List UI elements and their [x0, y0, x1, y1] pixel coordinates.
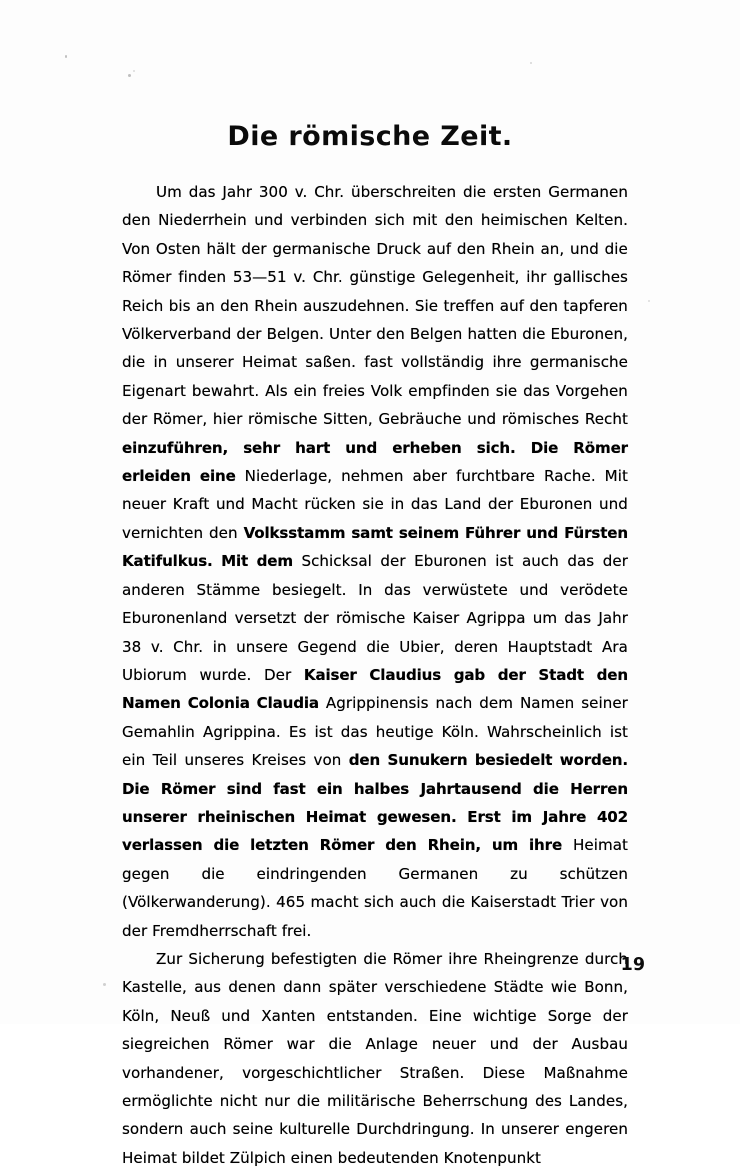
scan-speckle [530, 62, 532, 64]
paragraph-2: Zur Sicherung befestigten die Römer ihre Rheingrenze durch Kastelle, aus denen dann später verschiedene Städte wie Bonn, Köln, Neuß und Xanten entstanden. Eine wichtige Sorge der siegreichen Römer war die Anlage neuer und der Ausbau vorhandener, vorgeschichtlicher Straßen. Diese Maßnahme ermöglichte nicht nur die militärische Beherrschung des Landes, sondern auch seine kulturelle Durchdringung. In unserer engeren Heimat bildet Zülpich einen bedeutenden Knotenpunkt [122, 949, 628, 1167]
scan-speckle [65, 55, 67, 58]
body-text [122, 178, 628, 1172]
scan-speckle [648, 300, 650, 302]
scan-speckle [128, 74, 131, 77]
scan-speckle [103, 983, 106, 986]
scan-speckle [133, 70, 135, 72]
paragraph-1: Um das Jahr 300 v. Chr. überschreiten die ersten Germanen den Niederrhein und verbinden sich mit den heimischen Kelten. Von Osten hält der germanische Druck auf den Rhein an, und die Römer finden 53—51 v. Chr. günstige Gelegenheit, ihr gallisches Reich bis an den Rhein auszudehnen. Sie treffen auf den tapferen Völkerverband der Belgen. Unter den Belgen hatten die Eburonen, die in unserer Heimat saßen. fast vollständig ihre germanische Eigenart bewahrt. Als ein freies Volk empfinden sie das Vorgehen der Römer, hier römische Sitten, Gebräuche und römisches Recht einzuführen, sehr hart und erheben sich. Die Römer erleiden eine Niederlage, nehmen aber furchtbare Rache. Mit neuer Kraft und Macht rücken sie in das Land der Eburonen und vernichten den Volksstamm samt seinem Führer und Fürsten Katifulkus. Mit dem Schicksal der Eburonen ist auch das der anderen Stämme besiegelt. In das verwüstete und verödete Eburonenland versetzt der römische Kaiser Agrippa um das Jahr 38 v. Chr. in unsere Gegend die Ubier, deren Hauptstadt Ara Ubiorum wurde. Der Kaiser Claudius gab der Stadt den Namen Colonia Claudia Agrippinensis nach dem Namen seiner Gemahlin Agrippina. Es ist das heutige Köln. Wahrscheinlich ist ein Teil unseres Kreises von den Sunukern besiedelt worden. Die Römer sind fast ein halbes Jahrtausend die Herren unserer rheinischen Heimat gewesen. Erst im Jahre 402 verlassen die letzten Römer den Rhein, um ihre Heimat gegen die eindringenden Germanen zu schützen (Völkerwanderung). 465 macht sich auch die Kaiserstadt Trier von der Fremdherrschaft frei. [122, 183, 629, 940]
page-number: 19 [620, 955, 645, 975]
page-title: Die römische Zeit. [227, 121, 513, 153]
